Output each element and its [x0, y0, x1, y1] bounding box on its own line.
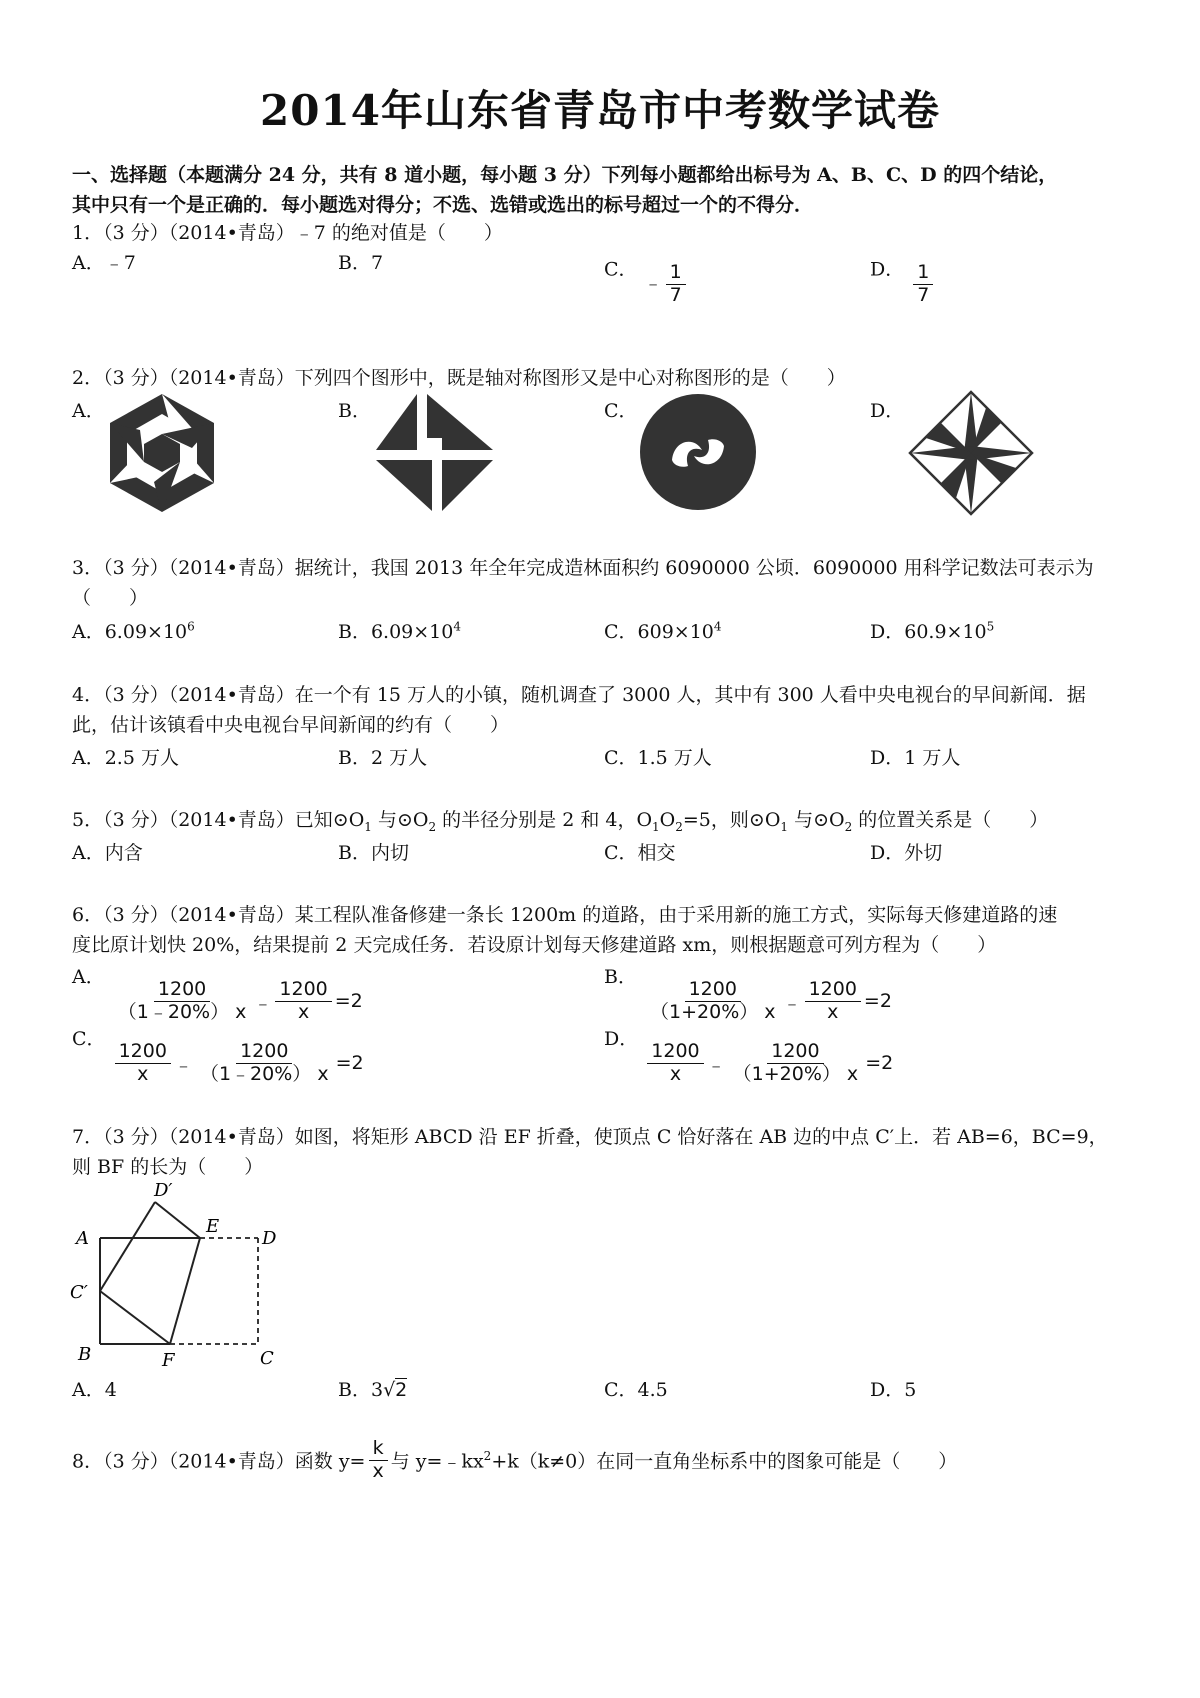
fraction-numerator: 1200 [805, 979, 861, 1002]
q6-option-a [72, 962, 363, 1023]
fraction-denominator: 7 [669, 283, 682, 306]
q2-figure-c-tomoe-circle [636, 390, 760, 514]
q6-option-d-equation [644, 1041, 893, 1086]
question-6-stem-line2: 度比原计划快 20%，结果提前 2 天完成任务．若设原计划每天修建道路 xm，则根据题意可列方程为（ ） [72, 934, 997, 956]
q5-text-1: 5．（3 分）（2014•青岛）已知⊙O [72, 809, 365, 831]
label-E: E [206, 1216, 220, 1237]
q3-option-a-exponent: 6 [187, 619, 195, 634]
fraction-denominator: （1﹣20%） x [117, 1000, 247, 1023]
q7-option-b-label: B．3 [338, 1379, 384, 1401]
q5-text-6: 与⊙O [788, 809, 845, 831]
fraction-numerator: 1200 [275, 979, 331, 1002]
question-3-stem-line1: 3．（3 分）（2014•青岛）据统计，我国 2013 年全年完成造林面积约 6090000 公顷．6090000 用科学记数法可表示为 [72, 557, 1094, 579]
q3-option-a-base: A．6.09×10 [72, 621, 188, 643]
q6-option-c-label: C． [72, 1028, 106, 1050]
q2-figure-a-hexagon-spiral [104, 390, 220, 516]
segment-DpE [155, 1202, 200, 1238]
question-1-stem: 1．（3 分）（2014•青岛）﹣7 的绝对值是（ ） [72, 222, 503, 244]
q2-figure-d-diamond [906, 388, 1036, 518]
q3-option-c-exponent: 4 [713, 619, 722, 634]
q3-option-b-exponent: 4 [453, 619, 462, 634]
q6-c-fraction-2 [196, 1041, 333, 1086]
fraction-denominator: x [137, 1062, 149, 1085]
q6-option-d [604, 1024, 894, 1085]
q8-fraction-k-over-x [368, 1438, 387, 1483]
q2-option-a-label: A． [72, 400, 105, 422]
question-4-stem-line1: 4．（3 分）（2014•青岛）在一个有 15 万人的小镇，随机调查了 3000 人，其中有 300 人看中央电视台的早间新闻．据 [72, 684, 1086, 706]
q5-option-a: A．内含 [72, 842, 143, 864]
fraction-denominator: （1﹣20%） x [199, 1062, 329, 1085]
q5-text-2: 与⊙O [371, 809, 429, 831]
fraction-numerator: 1 [913, 262, 933, 285]
q3-option-a [72, 617, 195, 644]
q5-text-4: O [659, 809, 676, 831]
q8-text-post: +k（k≠0）在同一直角坐标系中的图象可能是（ ） [491, 1450, 958, 1473]
fraction-numerator: 1200 [236, 1041, 292, 1064]
q8-exponent: 2 [483, 1449, 492, 1464]
q5-sub-1: 1 [364, 819, 372, 834]
q6-b-fraction-2 [805, 979, 861, 1024]
q2-option-c-label: C． [604, 400, 638, 422]
label-C-prime: C′ [70, 1282, 88, 1303]
fraction-denominator: x [669, 1062, 682, 1085]
fraction-denominator: x [297, 1000, 310, 1023]
label-D: D [262, 1228, 277, 1249]
q7-option-b-radicand: 2 [395, 1379, 408, 1401]
q4-option-c: C．1.5 万人 [604, 747, 712, 769]
q3-option-d-base: D．60.9×10 [870, 621, 987, 643]
fraction-numerator: 1200 [685, 979, 741, 1002]
question-6-stem-line1: 6．（3 分）（2014•青岛）某工程队准备修建一条长 1200m 的道路，由于采用新的施工方式，实际每天修建道路的速 [72, 904, 1058, 926]
page-title: 2014年山东省青岛市中考数学试卷 [260, 86, 940, 135]
q5-option-c: C．相交 [604, 842, 676, 864]
fraction-numerator: 1200 [647, 1041, 703, 1064]
minus-sign: ﹣ [706, 1053, 726, 1076]
fraction-denominator: （1+20%） x [650, 1000, 776, 1023]
equals-two: =2 [863, 990, 892, 1013]
q5-sub-5: 1 [780, 819, 789, 834]
minus-sign: ﹣ [173, 1053, 193, 1076]
minus-sign: ﹣ [782, 991, 802, 1014]
q7-option-a: A．4 [72, 1379, 117, 1401]
q3-option-d-exponent: 5 [986, 619, 995, 634]
fraction-numerator: 1200 [767, 1041, 823, 1064]
q6-option-c [72, 1024, 364, 1085]
q6-option-c-equation [112, 1041, 364, 1086]
question-7-stem-line2: 则 BF 的长为（ ） [72, 1156, 264, 1178]
q7-option-b [338, 1375, 407, 1402]
q3-option-d [870, 617, 994, 644]
q1-option-c-sign: ﹣ [643, 272, 663, 295]
q4-option-d: D．1 万人 [870, 747, 961, 769]
q8-text-pre: 8．（3 分）（2014•青岛）函数 y= [72, 1450, 366, 1473]
minus-sign: ﹣ [253, 991, 273, 1014]
q1-option-d-fraction [913, 262, 933, 307]
q3-option-c [604, 617, 722, 644]
q5-sub-3: 1 [652, 819, 660, 834]
fraction-denominator: x [827, 1000, 839, 1023]
equals-two: =2 [865, 1052, 894, 1075]
q3-option-b [338, 617, 461, 644]
q1-option-c-label: C． [604, 258, 638, 281]
question-3-stem-line2: （ ） [72, 587, 149, 609]
question-8-stem [72, 1437, 958, 1485]
label-D-prime: D′ [154, 1180, 173, 1201]
q6-a-fraction-2 [275, 979, 331, 1024]
q6-option-d-label: D． [604, 1028, 639, 1050]
q7-option-d: D．5 [870, 1379, 917, 1401]
q5-sub-6: 2 [844, 819, 853, 834]
fraction-numerator: 1200 [115, 1041, 171, 1064]
q6-b-fraction-1 [646, 979, 780, 1024]
q2-option-d-label: D． [870, 400, 905, 422]
q7-option-c: C．4.5 [604, 1379, 668, 1401]
q3-option-c-base: C．609×10 [604, 621, 714, 643]
question-2-stem: 2．（3 分）（2014•青岛）下列四个图形中，既是轴对称图形又是中心对称图形的是（ ） [72, 367, 846, 389]
fraction-denominator: x [372, 1459, 384, 1482]
q1-option-d-label: D． [870, 258, 905, 281]
question-4-stem-line2: 此，估计该镇看中央电视台早间新闻的约有（ ） [72, 714, 510, 736]
equals-two: =2 [335, 1052, 364, 1075]
q4-option-a: A．2.5 万人 [72, 747, 179, 769]
q5-sub-4: 2 [675, 819, 683, 834]
q7-geometry-figure [70, 1180, 290, 1370]
q6-option-b-label: B． [604, 966, 637, 988]
q2-option-b-label: B． [338, 400, 371, 422]
q1-option-b: B．7 [338, 252, 384, 274]
q3-option-b-base: B．6.09×10 [338, 621, 454, 643]
q6-option-b-equation [643, 979, 892, 1024]
q1-option-c [604, 248, 689, 306]
q5-text-3: 的半径分别是 2 和 4，O [436, 809, 653, 831]
q6-d-fraction-2 [729, 1041, 863, 1086]
label-F: F [162, 1350, 175, 1370]
fraction-numerator: k [369, 1438, 388, 1461]
label-B: B [78, 1344, 92, 1365]
sqrt-icon: √ [383, 1379, 396, 1401]
q5-sub-2: 2 [428, 819, 437, 834]
q6-option-b [604, 962, 892, 1023]
q6-option-a-label: A． [72, 966, 105, 988]
segment-CpF [100, 1291, 170, 1344]
q5-text-5: =5，则⊙O [682, 809, 781, 831]
equals-two: =2 [334, 990, 363, 1013]
label-A: A [76, 1228, 89, 1249]
q1-option-a: A．﹣7 [72, 252, 136, 274]
q5-option-b: B．内切 [338, 842, 409, 864]
fraction-denominator: 7 [917, 283, 930, 306]
fraction-numerator: 1 [666, 262, 686, 285]
q6-option-a-equation [111, 979, 363, 1024]
fraction-numerator: 1200 [154, 979, 210, 1002]
q5-text-7: 的位置关系是（ ） [852, 809, 1049, 831]
q6-c-fraction-1 [115, 1041, 171, 1086]
q5-option-d: D．外切 [870, 842, 943, 864]
section-instructions-line1: 一、选择题（本题满分 24 分，共有 8 道小题，每小题 3 分）下列每小题都给出标号为 A、B、C、D 的四个结论， [72, 164, 1058, 186]
q1-option-c-fraction [666, 262, 686, 307]
section-instructions-line2: 其中只有一个是正确的．每小题选对得分；不选、选错或选出的标号超过一个的不得分． [72, 194, 814, 216]
fraction-denominator: （1+20%） x [732, 1062, 859, 1085]
q4-option-b: B．2 万人 [338, 747, 428, 769]
segment-CpDp [100, 1202, 155, 1291]
question-5-stem [72, 805, 1048, 834]
q6-d-fraction-1 [647, 1041, 703, 1086]
q1-option-d [870, 248, 936, 306]
q6-a-fraction-1 [114, 979, 251, 1024]
q8-text-mid: 与 y=﹣kx [390, 1450, 484, 1473]
label-C: C [260, 1348, 274, 1369]
segment-EF [170, 1238, 200, 1344]
question-7-stem-line1: 7．（3 分）（2014•青岛）如图，将矩形 ABCD 沿 EF 折叠，使顶点 C 恰好落在 AB 边的中点 C′上．若 AB=6，BC=9， [72, 1126, 1108, 1148]
q2-figure-b-pinwheel [372, 390, 497, 515]
